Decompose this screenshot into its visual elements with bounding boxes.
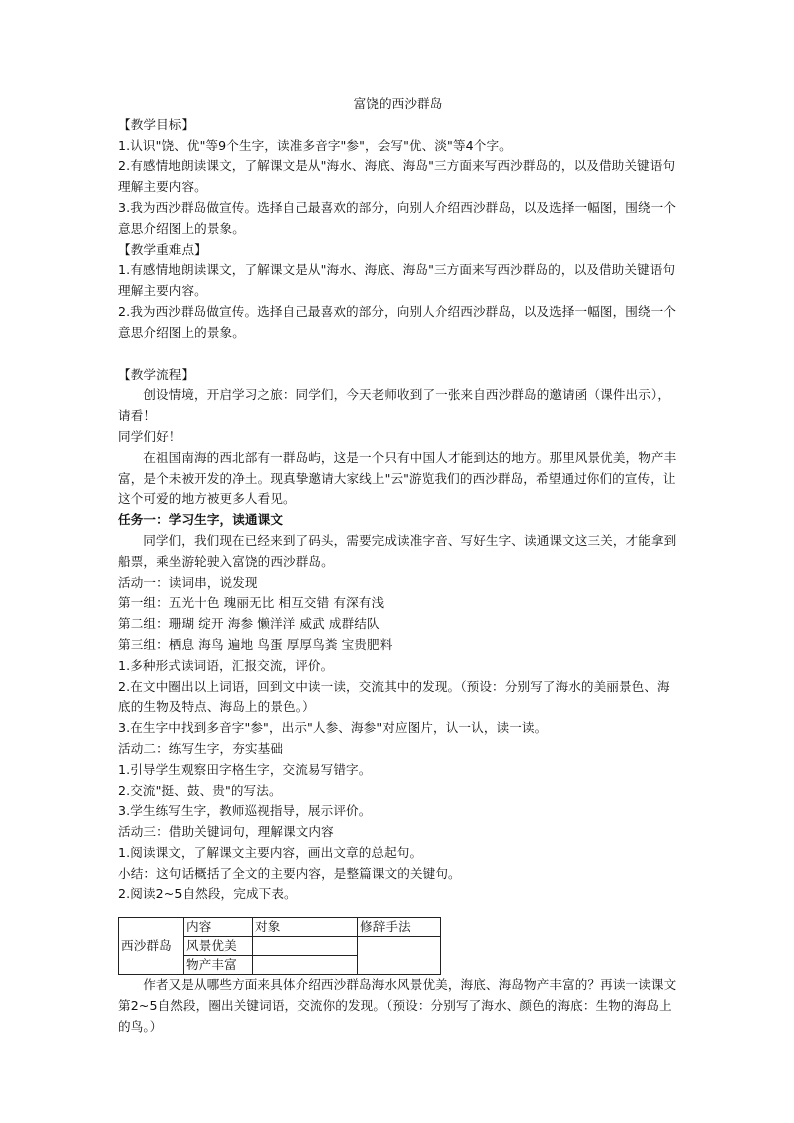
goal-item: 2.有感情地朗读课文，了解课文是从"海水、海底、海岛"三方面来写西沙群岛的，以及借助关键语句理解主要内容。 bbox=[118, 158, 676, 195]
table-row bbox=[119, 918, 441, 937]
goal-item: 3.我为西沙群岛做宣传。选择自己最喜欢的部分，向别人介绍西沙群岛，以及选择一幅图，围绕一个意思介绍图上的景象。 bbox=[118, 199, 677, 236]
table-cell-empty bbox=[253, 937, 358, 956]
goals-heading: 【教学目标】 bbox=[118, 116, 195, 132]
process-invite: 在祖国南海的西北部有一群岛屿，这是一个只有中国人才能到达的地方。那里风景优美，物产丰富，是个未被开发的净土。现真挚邀请大家线上"云"游览我们的西沙群岛，希望通过你们的宣传，让这个可爱的地方被更多人看见。 bbox=[118, 449, 677, 507]
activity3-item: 2.阅读2~5自然段，完成下表。 bbox=[118, 886, 297, 902]
table-row-header: 西沙群岛 bbox=[119, 918, 184, 975]
table-cell: 物产丰富 bbox=[184, 956, 253, 975]
document-body bbox=[118, 94, 678, 1038]
activity2-title: 活动二：练写生字，夯实基础 bbox=[118, 740, 284, 756]
activity2-item: 3.学生练写生字，教师巡视指导，展示评价。 bbox=[118, 803, 372, 819]
activity2-item: 1.引导学生观察田字格生字，交流易写错字。 bbox=[118, 761, 372, 777]
table-column-header: 对象 bbox=[253, 918, 358, 937]
keypoint-item: 1.有感情地朗读课文，了解课文是从"海水、海底、海岛"三方面来写西沙群岛的，以及借助关键语句理解主要内容。 bbox=[118, 262, 676, 299]
table-column-header: 修辞手法 bbox=[358, 918, 441, 937]
goal-item: 1.认识"饶、优"等9个生字，读准多音字"参"，会写"优、淡"等4个字。 bbox=[118, 137, 512, 153]
table-cell: 风景优美 bbox=[184, 937, 253, 956]
process-heading: 【教学流程】 bbox=[118, 366, 195, 382]
activity3-item: 小结：这句话概括了全文的主要内容，是整篇课文的关键句。 bbox=[118, 865, 461, 881]
closing-paragraph: 作者又是从哪些方面来具体介绍西沙群岛海水风景优美，海底、海岛物产丰富的？再读一读课文第2~5自然段，圈出关键词语，交流你的发现。（预设：分别写了海水、颜色的海底：生物的海岛上的鸟。） bbox=[118, 977, 677, 1034]
word-group: 第三组：栖息 海鸟 遍地 鸟蛋 厚厚鸟粪 宝贵肥料 bbox=[118, 636, 393, 652]
process-intro: 创设情境，开启学习之旅：同学们，今天老师收到了一张来自西沙群岛的邀请函（课件出示），请看！ bbox=[118, 387, 671, 424]
activity3-title: 活动三：借助关键词句，理解课文内容 bbox=[118, 824, 334, 840]
analysis-table bbox=[118, 917, 441, 975]
word-group: 第一组：五光十色 瑰丽无比 相互交错 有深有浅 bbox=[118, 595, 385, 611]
table-cell-empty bbox=[253, 956, 358, 975]
task1-intro: 同学们，我们现在已经来到了码头，需要完成读准字音、写好生字、读通课文这三关，才能拿到船票，乘坐游轮驶入富饶的西沙群岛。 bbox=[118, 532, 677, 569]
keypoint-item: 2.我为西沙群岛做宣传。选择自己最喜欢的部分，向别人介绍西沙群岛，以及选择一幅图，围绕一个意思介绍图上的景象。 bbox=[118, 303, 677, 340]
blank-line bbox=[118, 344, 678, 365]
activity1-title: 活动一：读词串，说发现 bbox=[118, 574, 258, 590]
activity2-item: 2.交流"挺、鼓、贵"的写法。 bbox=[118, 782, 282, 798]
activity3-item: 1.阅读课文，了解课文主要内容，画出文章的总起句。 bbox=[118, 844, 423, 860]
activity1-item: 2.在文中圈出以上词语，回到文中读一读，交流其中的发现。（预设：分别写了海水的美丽景色、海底的生物及特点、海岛上的景色。） bbox=[118, 678, 670, 715]
process-greeting: 同学们好！ bbox=[118, 428, 182, 444]
document-title: 富饶的西沙群岛 bbox=[353, 96, 443, 111]
activity1-item: 1.多种形式读词语，汇报交流，评价。 bbox=[118, 657, 334, 673]
word-group: 第二组：珊瑚 绽开 海参 懒洋洋 威武 成群结队 bbox=[118, 616, 380, 632]
keypoints-heading: 【教学重难点】 bbox=[118, 241, 207, 257]
activity1-item: 3.在生字中找到多音字"参"，出示"人参、海参"对应图片，认一认，读一读。 bbox=[118, 720, 548, 736]
task1-title: 任务一：学习生字，读通课文 bbox=[118, 512, 284, 528]
table-column-header: 内容 bbox=[184, 918, 253, 937]
table-cell-empty bbox=[358, 937, 441, 975]
